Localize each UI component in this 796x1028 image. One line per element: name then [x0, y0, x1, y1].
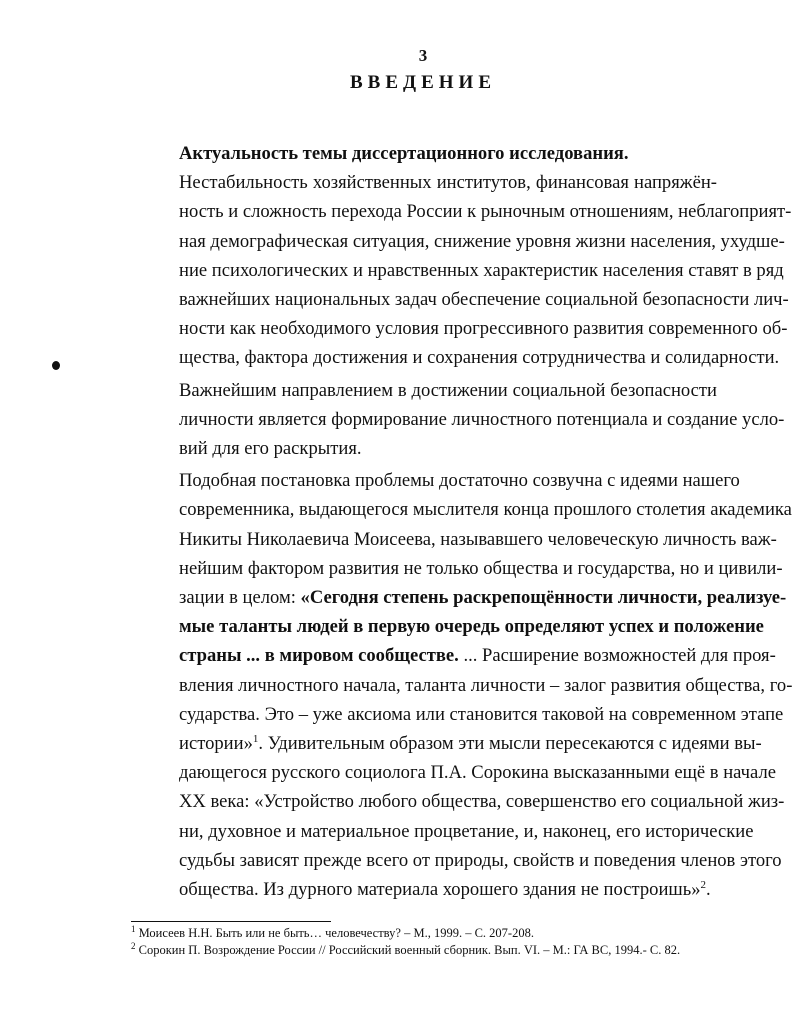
- footnote-1: [131, 925, 731, 942]
- text-line: современника, выдающегося мыслителя конца прошлого столетия академика: [179, 499, 792, 521]
- body-text: [131, 139, 793, 904]
- text-line: вий для его раскрытия.: [179, 438, 362, 460]
- text-line: сударства. Это – уже аксиома или становится таковой на современном этапе: [179, 703, 784, 725]
- text-line: ни, духовное и материальное процветание, и, наконец, его исторические: [179, 820, 754, 842]
- text-line: Никиты Николаевича Моисеева, называвшего человеческую личность важ-: [179, 528, 777, 550]
- scan-artifact-dot: [52, 361, 60, 370]
- page-number: 3: [418, 46, 428, 65]
- text-line: судьбы зависят прежде всего от природы, свойств и поведения членов этого: [179, 849, 782, 871]
- footnote-separator: [131, 921, 331, 922]
- text-line: [131, 583, 787, 612]
- text-line: ность и сложность перехода России к рыночным отношениям, неблагоприят-: [179, 201, 792, 223]
- text-line: ности как необходимого условия прогрессивного развития современного об-: [179, 318, 788, 340]
- section-title: Актуальность темы диссертационного исследования.: [179, 143, 629, 164]
- text-line: XX века: «Устройство любого общества, совершенство его социальной жиз-: [179, 791, 785, 813]
- text-run: общества. Из дурного материала хорошего здания не построишь»: [179, 879, 701, 901]
- footnote-text: Сорокин П. Возрождение России // Российский военный сборник. Вып. VI. – М.: ГА ВС, 1994.- С. 82.: [135, 943, 681, 957]
- text-line: важнейших национальных задач обеспечение социальной безопасности лич-: [179, 289, 789, 311]
- text-run: .: [706, 879, 711, 901]
- footnote-ref-2[interactable]: 2: [700, 878, 707, 891]
- footnote-2: [131, 942, 731, 959]
- text-run: . Удивительным образом эти мысли пересекаются с идеями вы-: [258, 733, 762, 755]
- footnote-text: Моисеев Н.Н. Быть или не быть… человечеству? – М., 1999. – С. 207-208.: [135, 926, 534, 940]
- footnote-ref-1[interactable]: 1: [252, 732, 259, 745]
- paragraph-1: [131, 168, 792, 372]
- text-line: Нестабильность хозяйственных институтов, финансовая напряжён-: [179, 172, 717, 194]
- text-line: Важнейшим направлением в достижении социальной безопасности: [179, 379, 717, 401]
- text-line: личности является формирование личностного потенциала и создание усло-: [179, 408, 785, 430]
- text-line: вления личностного начала, таланта личности – залог развития общества, го-: [179, 674, 793, 696]
- quote-bold-run: страны ... в мировом сообществе.: [179, 645, 459, 667]
- text-run: истории»: [179, 733, 253, 755]
- text-line: ние психологических и нравственных характеристик населения ставят в ряд: [179, 259, 784, 281]
- text-line: дающегося русского социолога П.А. Сорокина высказанными ещё в начале: [179, 762, 776, 784]
- text-line: щества, фактора достижения и сохранения сотрудничества и солидарности.: [179, 347, 780, 369]
- text-line: [131, 729, 762, 758]
- text-run: ... Расширение возможностей для проя-: [458, 645, 776, 667]
- paragraph-2: [131, 376, 785, 464]
- footnotes: [131, 925, 731, 959]
- text-line: [131, 875, 717, 904]
- text-line: Подобная постановка проблемы достаточно созвучна с идеями нашего: [179, 470, 740, 492]
- quote-bold-line: мые таланты людей в первую очередь определяют успех и положение: [179, 616, 764, 638]
- text-line: нейшим фактором развития не только общества и государства, но и цивили-: [179, 557, 783, 579]
- footnote-number: 1: [131, 923, 136, 934]
- quote-bold-run: «Сегодня степень раскрепощённости личности, реализуе-: [300, 587, 787, 609]
- text-line: ная демографическая ситуация, снижение уровня жизни населения, ухудше-: [179, 230, 785, 252]
- text-run: зации в целом:: [179, 587, 301, 609]
- text-line: [131, 641, 776, 670]
- paragraph-3: [131, 466, 793, 904]
- footnote-number: 2: [131, 940, 136, 951]
- page-heading: ВВЕДЕНИЕ: [350, 72, 496, 93]
